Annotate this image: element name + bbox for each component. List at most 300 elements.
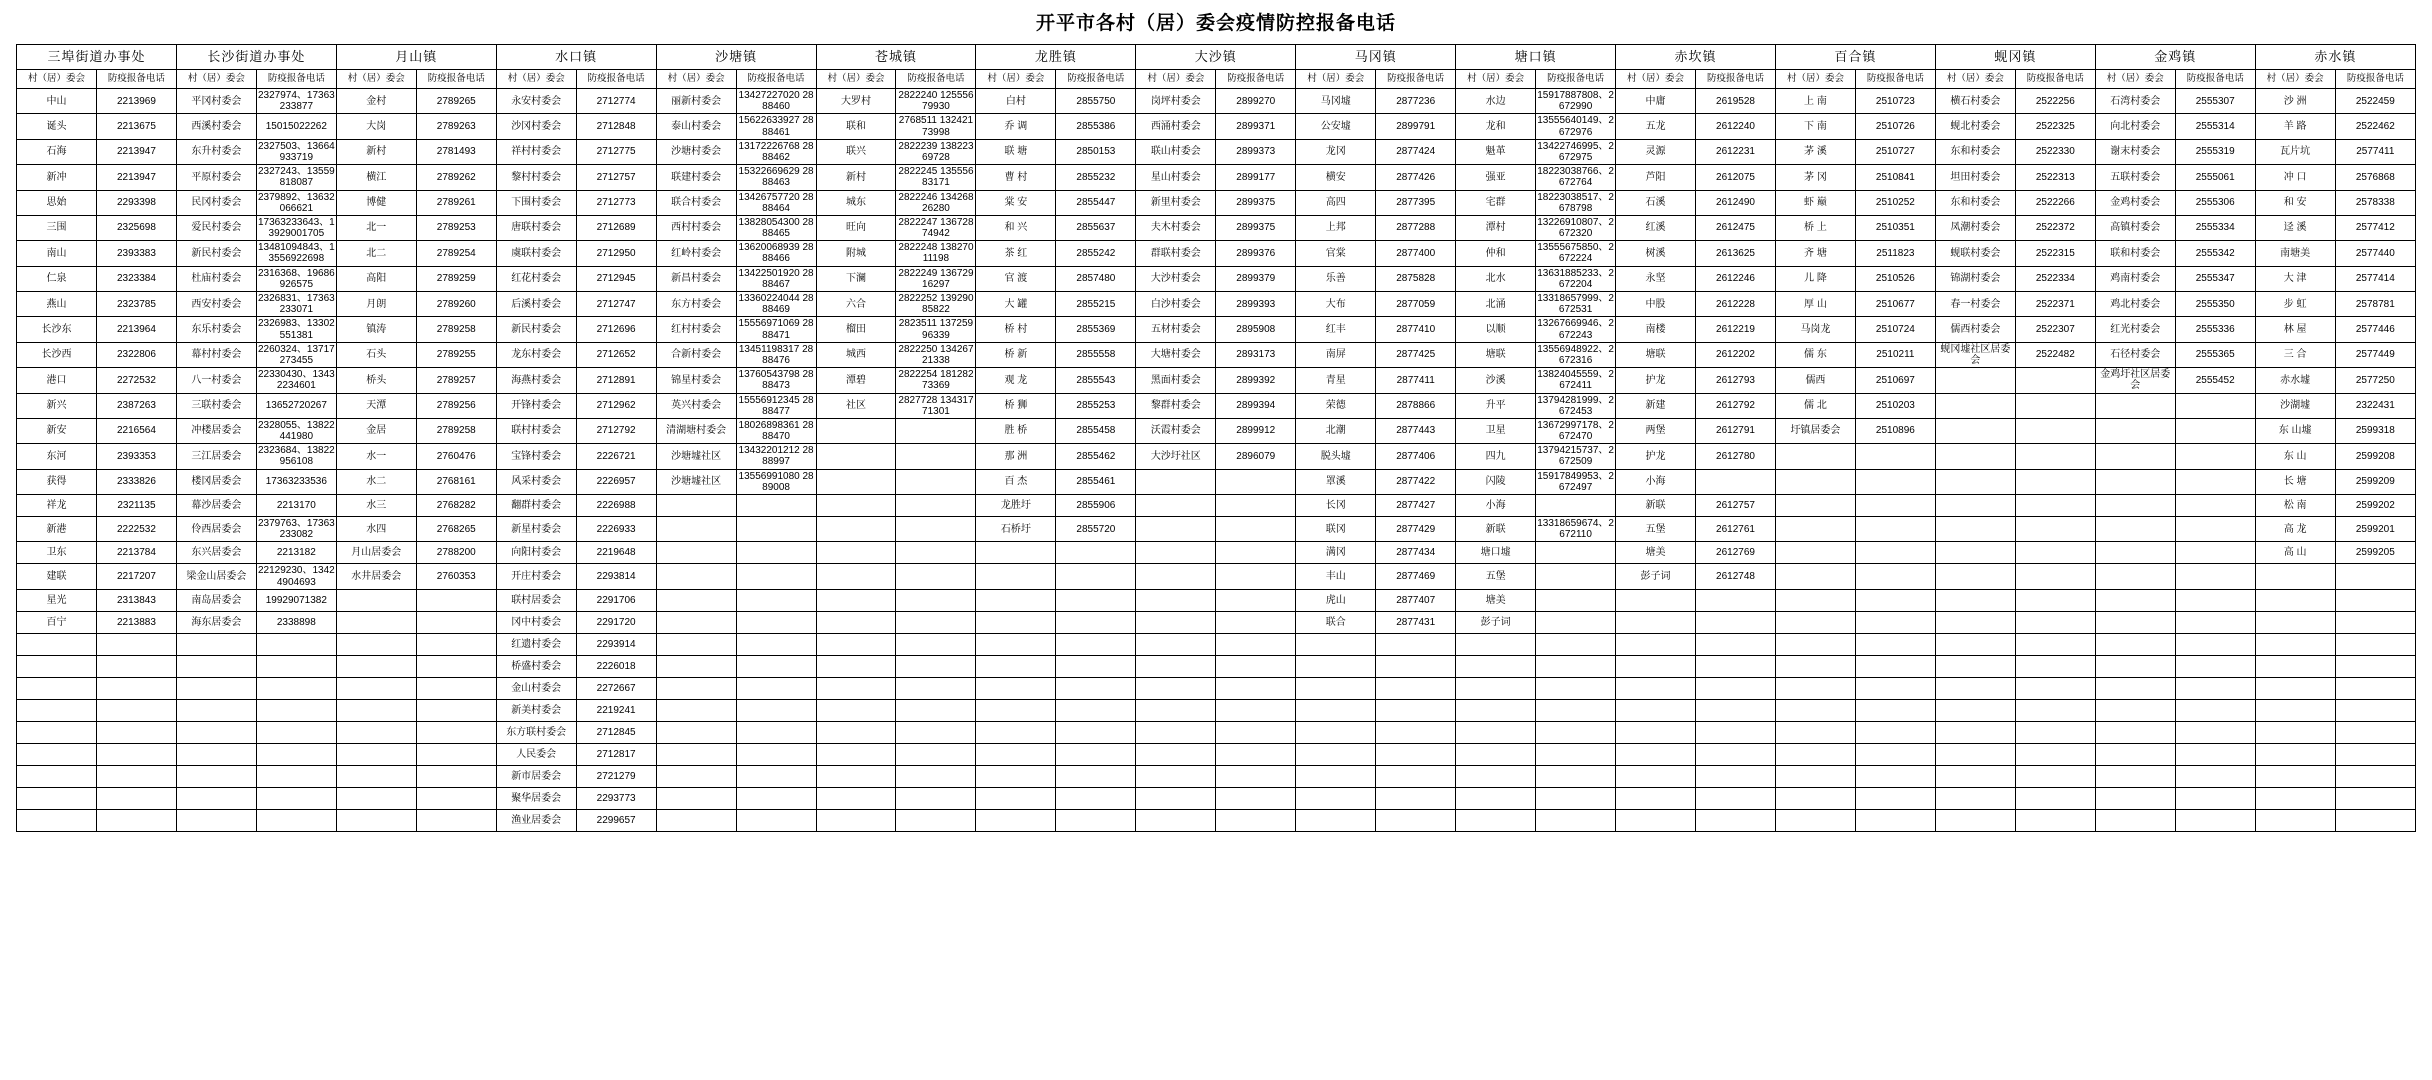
cell-phone: 2576868 <box>2335 165 2415 190</box>
cell-phone: 13427227020 2888460 <box>736 89 816 114</box>
cell-name: 五堡 <box>1616 517 1696 542</box>
cell-empty <box>2175 787 2255 809</box>
cell-empty <box>1456 743 1536 765</box>
cell-empty <box>2015 589 2095 611</box>
cell-name: 龙东村委会 <box>496 342 576 367</box>
cell-name: 公安墟 <box>1296 114 1376 139</box>
cell-phone: 2878866 <box>1376 393 1456 418</box>
cell-phone: 2522371 <box>2015 292 2095 317</box>
cell-name: 和 安 <box>2255 190 2335 215</box>
cell-phone: 2555365 <box>2175 342 2255 367</box>
cell-empty <box>1056 677 1136 699</box>
cell-empty <box>416 589 496 611</box>
cell-phone: 2877443 <box>1376 418 1456 443</box>
cell-empty <box>1216 633 1296 655</box>
cell-phone: 2222532 <box>96 517 176 542</box>
cell-empty <box>816 517 896 542</box>
cell-name: 大塘村委会 <box>1136 342 1216 367</box>
cell-name: 联 塘 <box>976 139 1056 164</box>
cell-empty <box>416 677 496 699</box>
cell-phone: 2875828 <box>1376 266 1456 291</box>
cell-phone: 2510252 <box>1855 190 1935 215</box>
cell-name: 石头 <box>336 342 416 367</box>
cell-empty <box>1216 677 1296 699</box>
cell-name: 瓦片坑 <box>2255 139 2335 164</box>
cell-phone: 2510724 <box>1855 317 1935 342</box>
cell-phone: 2599201 <box>2335 517 2415 542</box>
cell-name: 金居 <box>336 418 416 443</box>
cell-empty <box>1376 721 1456 743</box>
col-header-phone-3: 防疫报备电话 <box>576 70 656 89</box>
cell-name: 沙塘村委会 <box>656 139 736 164</box>
cell-empty <box>896 699 976 721</box>
cell-phone: 2555336 <box>2175 317 2255 342</box>
cell-empty <box>1296 765 1376 787</box>
cell-empty <box>896 469 976 494</box>
cell-empty <box>256 655 336 677</box>
cell-empty <box>1136 517 1216 542</box>
cell-phone: 2322806 <box>96 342 176 367</box>
cell-empty <box>976 542 1056 564</box>
cell-name: 宅群 <box>1456 190 1536 215</box>
cell-name: 风采村委会 <box>496 469 576 494</box>
cell-name: 新市居委会 <box>496 765 576 787</box>
cell-phone: 2612791 <box>1696 418 1776 443</box>
cell-empty <box>1376 809 1456 831</box>
cell-phone: 2899177 <box>1216 165 1296 190</box>
cell-phone: 2789257 <box>416 368 496 393</box>
cell-name: 儿 降 <box>1775 266 1855 291</box>
cell-empty <box>2095 495 2175 517</box>
cell-empty <box>1696 699 1776 721</box>
cell-name: 联冈 <box>1296 517 1376 542</box>
cell-empty <box>896 787 976 809</box>
cell-empty <box>2015 655 2095 677</box>
cell-name: 诞头 <box>17 114 97 139</box>
cell-name: 罩溪 <box>1296 469 1376 494</box>
cell-name: 爱民村委会 <box>176 215 256 240</box>
cell-empty <box>2175 721 2255 743</box>
cell-name: 林 屋 <box>2255 317 2335 342</box>
cell-empty <box>1775 542 1855 564</box>
cell-phone: 2822247 13672874942 <box>896 215 976 240</box>
cell-empty <box>96 699 176 721</box>
cell-empty <box>256 633 336 655</box>
cell-phone: 2323785 <box>96 292 176 317</box>
cell-empty <box>2175 809 2255 831</box>
cell-empty <box>976 611 1056 633</box>
cell-name: 儒西村委会 <box>1935 317 2015 342</box>
cell-empty <box>2095 809 2175 831</box>
cell-empty <box>2015 444 2095 469</box>
cell-name: 儒 北 <box>1775 393 1855 418</box>
cell-name: 联和村委会 <box>2095 241 2175 266</box>
cell-phone: 2612792 <box>1696 393 1776 418</box>
cell-empty <box>336 633 416 655</box>
cell-empty <box>1536 655 1616 677</box>
col-header-name-5: 村（居）委会 <box>816 70 896 89</box>
cell-empty <box>1216 589 1296 611</box>
cell-empty <box>896 611 976 633</box>
col-header-name-9: 村（居）委会 <box>1456 70 1536 89</box>
cell-empty <box>656 542 736 564</box>
cell-name: 乐善 <box>1296 266 1376 291</box>
cell-name: 青星 <box>1296 368 1376 393</box>
col-header-name-3: 村（居）委会 <box>496 70 576 89</box>
cell-phone: 2522313 <box>2015 165 2095 190</box>
cell-empty <box>816 633 896 655</box>
cell-phone: 2877400 <box>1376 241 1456 266</box>
cell-phone: 15556912345 2888477 <box>736 393 816 418</box>
cell-empty <box>416 765 496 787</box>
cell-phone: 2712817 <box>576 743 656 765</box>
table-row <box>17 611 2416 633</box>
cell-name: 茶 红 <box>976 241 1056 266</box>
cell-empty <box>896 542 976 564</box>
cell-empty <box>1855 633 1935 655</box>
cell-name: 红花村委会 <box>496 266 576 291</box>
cell-phone: 2612231 <box>1696 139 1776 164</box>
cell-empty <box>2255 699 2335 721</box>
group-header-12: 蚬冈镇 <box>1935 45 2095 70</box>
cell-name: 虞联村委会 <box>496 241 576 266</box>
cell-name: 下围村委会 <box>496 190 576 215</box>
cell-name: 唐联村委会 <box>496 215 576 240</box>
cell-name: 上邦 <box>1296 215 1376 240</box>
cell-name: 闪陵 <box>1456 469 1536 494</box>
table-row <box>17 165 2416 190</box>
table-row <box>17 765 2416 787</box>
cell-name: 长沙西 <box>17 342 97 367</box>
cell-name: 联山村委会 <box>1136 139 1216 164</box>
cell-phone: 2899393 <box>1216 292 1296 317</box>
cell-phone: 2577250 <box>2335 368 2415 393</box>
cell-name: 丰山 <box>1296 564 1376 589</box>
cell-phone: 2326831、17363233071 <box>257 293 335 316</box>
cell-name: 红光村委会 <box>2095 317 2175 342</box>
table-row <box>17 721 2416 743</box>
cell-name: 开锋村委会 <box>496 393 576 418</box>
cell-name: 思始 <box>17 190 97 215</box>
col-header-phone-0: 防疫报备电话 <box>96 70 176 89</box>
cell-name: 新安 <box>17 418 97 443</box>
cell-empty <box>416 787 496 809</box>
cell-phone: 15917849953、2672497 <box>1537 470 1614 493</box>
cell-phone: 2291706 <box>576 589 656 611</box>
cell-name: 永坚 <box>1616 266 1696 291</box>
cell-phone: 2226957 <box>576 469 656 494</box>
cell-empty <box>1935 743 2015 765</box>
cell-name: 南屏 <box>1296 342 1376 367</box>
group-header-13: 金鸡镇 <box>2095 45 2255 70</box>
cell-name: 水一 <box>336 444 416 469</box>
cell-phone: 13481094843、13556922698 <box>257 242 335 265</box>
cell-phone: 2599205 <box>2335 542 2415 564</box>
cell-name: 平冈村委会 <box>176 89 256 114</box>
cell-phone: 2612228 <box>1696 292 1776 317</box>
cell-name: 城东 <box>816 190 896 215</box>
cell-name: 民冈村委会 <box>176 190 256 215</box>
cell-name: 锦湖村委会 <box>1935 266 2015 291</box>
cell-phone: 2291720 <box>576 611 656 633</box>
col-header-phone-10: 防疫报备电话 <box>1696 70 1776 89</box>
cell-empty <box>1296 787 1376 809</box>
cell-name: 红遗村委会 <box>496 633 576 655</box>
cell-empty <box>1935 589 2015 611</box>
cell-phone: 2522266 <box>2015 190 2095 215</box>
cell-phone: 2213947 <box>96 165 176 190</box>
cell-phone: 13794215737、2672509 <box>1537 445 1614 468</box>
cell-phone: 19929071382 <box>256 589 336 611</box>
col-header-name-0: 村（居）委会 <box>17 70 97 89</box>
cell-empty <box>2175 699 2255 721</box>
cell-phone: 2328055、13822441980 <box>257 419 335 443</box>
cell-name: 两堡 <box>1616 418 1696 443</box>
cell-name: 杜庙村委会 <box>176 266 256 291</box>
cell-phone: 2555342 <box>2175 241 2255 266</box>
cell-empty <box>256 765 336 787</box>
cell-empty <box>1935 655 2015 677</box>
cell-phone: 2599209 <box>2335 469 2415 494</box>
cell-empty <box>416 655 496 677</box>
cell-name: 茅 溪 <box>1775 139 1855 164</box>
cell-empty <box>17 787 97 809</box>
cell-empty <box>1775 655 1855 677</box>
cell-name: 丽新村委会 <box>656 89 736 114</box>
cell-name: 上 南 <box>1775 89 1855 114</box>
col-header-phone-11: 防疫报备电话 <box>1855 70 1935 89</box>
cell-empty <box>1456 633 1536 655</box>
cell-empty <box>336 699 416 721</box>
cell-empty <box>2175 517 2255 542</box>
cell-empty <box>1456 655 1536 677</box>
cell-empty <box>896 564 976 589</box>
cell-empty <box>1696 677 1776 699</box>
cell-empty <box>1775 564 1855 589</box>
cell-name: 三 合 <box>2255 342 2335 367</box>
cell-phone: 2510723 <box>1855 89 1935 114</box>
cell-phone: 2822248 13827011198 <box>896 241 976 266</box>
cell-phone: 2712774 <box>576 89 656 114</box>
cell-phone: 22330430、13432234601 <box>257 369 335 392</box>
cell-empty <box>1616 721 1696 743</box>
cell-phone: 2510677 <box>1855 292 1935 317</box>
cell-name: 北二 <box>336 241 416 266</box>
cell-phone: 2226721 <box>576 444 656 469</box>
cell-phone: 2213170 <box>256 495 336 517</box>
cell-empty <box>736 655 816 677</box>
cell-name: 联村村委会 <box>496 418 576 443</box>
cell-phone: 2599318 <box>2335 418 2415 443</box>
group-header-7: 大沙镇 <box>1136 45 1296 70</box>
cell-empty <box>2095 517 2175 542</box>
cell-empty <box>656 589 736 611</box>
cell-empty <box>2255 743 2335 765</box>
cell-empty <box>1136 611 1216 633</box>
cell-empty <box>976 787 1056 809</box>
table-row <box>17 190 2416 215</box>
cell-phone: 2789254 <box>416 241 496 266</box>
cell-name: 新港 <box>17 517 97 542</box>
cell-name: 新联 <box>1616 495 1696 517</box>
cell-empty <box>1616 655 1696 677</box>
cell-empty <box>1616 589 1696 611</box>
cell-phone: 2613625 <box>1696 241 1776 266</box>
cell-empty <box>256 677 336 699</box>
table-row <box>17 564 2416 589</box>
cell-phone: 2712962 <box>576 393 656 418</box>
cell-phone: 2712792 <box>576 418 656 443</box>
cell-name: 马冈墟 <box>1296 89 1376 114</box>
cell-phone: 13672997178、2672470 <box>1537 419 1614 443</box>
cell-empty <box>2095 611 2175 633</box>
cell-empty <box>816 542 896 564</box>
cell-name: 平原村委会 <box>176 165 256 190</box>
cell-phone: 2226933 <box>576 517 656 542</box>
phone-directory-table <box>16 44 2416 832</box>
cell-phone: 2712945 <box>576 266 656 291</box>
cell-empty <box>1216 809 1296 831</box>
cell-phone: 2899379 <box>1216 266 1296 291</box>
cell-empty <box>1696 743 1776 765</box>
table-row <box>17 743 2416 765</box>
cell-empty <box>656 787 736 809</box>
cell-phone: 2712950 <box>576 241 656 266</box>
cell-name: 白沙村委会 <box>1136 292 1216 317</box>
cell-phone: 2555334 <box>2175 215 2255 240</box>
cell-empty <box>816 564 896 589</box>
cell-phone: 15322669629 2888463 <box>736 165 816 190</box>
cell-empty <box>816 677 896 699</box>
cell-phone: 2612748 <box>1696 564 1776 589</box>
group-header-4: 沙塘镇 <box>656 45 816 70</box>
page-title: 开平市各村（居）委会疫情防控报备电话 <box>1035 13 1396 34</box>
cell-name: 东乐村委会 <box>176 317 256 342</box>
cell-empty <box>1935 633 2015 655</box>
cell-phone: 2877434 <box>1376 542 1456 564</box>
col-header-phone-7: 防疫报备电话 <box>1216 70 1296 89</box>
cell-empty <box>336 611 416 633</box>
cell-name: 北一 <box>336 215 416 240</box>
cell-name: 龙冈 <box>1296 139 1376 164</box>
cell-empty <box>1536 721 1616 743</box>
col-header-name-12: 村（居）委会 <box>1935 70 2015 89</box>
cell-name: 水井居委会 <box>336 564 416 589</box>
cell-empty <box>1136 542 1216 564</box>
cell-empty <box>1935 517 2015 542</box>
cell-name: 官 渡 <box>976 266 1056 291</box>
cell-empty <box>1056 787 1136 809</box>
table-row <box>17 266 2416 291</box>
cell-empty <box>416 721 496 743</box>
cell-empty <box>1855 655 1935 677</box>
cell-phone: 13318657999、2672531 <box>1537 293 1614 316</box>
cell-empty <box>1935 542 2015 564</box>
table-row <box>17 542 2416 564</box>
cell-empty <box>1935 611 2015 633</box>
cell-name: 三江居委会 <box>176 444 256 469</box>
col-header-phone-6: 防疫报备电话 <box>1056 70 1136 89</box>
cell-name: 南岛居委会 <box>176 589 256 611</box>
cell-empty <box>736 611 816 633</box>
cell-empty <box>17 721 97 743</box>
cell-phone: 2293814 <box>576 564 656 589</box>
cell-name: 中庸 <box>1616 89 1696 114</box>
cell-phone: 2213784 <box>96 542 176 564</box>
cell-name: 新村 <box>816 165 896 190</box>
cell-name: 坦田村委会 <box>1935 165 2015 190</box>
cell-name: 宝锋村委会 <box>496 444 576 469</box>
cell-empty <box>2335 721 2415 743</box>
cell-empty <box>896 765 976 787</box>
cell-name: 海东居委会 <box>176 611 256 633</box>
table-row <box>17 114 2416 139</box>
cell-phone: 2768265 <box>416 517 496 542</box>
cell-name: 新里村委会 <box>1136 190 1216 215</box>
cell-empty <box>1216 517 1296 542</box>
cell-empty <box>1616 809 1696 831</box>
cell-name: 桥 村 <box>976 317 1056 342</box>
cell-name: 红村村委会 <box>656 317 736 342</box>
cell-name: 沙 洲 <box>2255 89 2335 114</box>
cell-phone: 2260324、13717273455 <box>257 343 335 366</box>
cell-empty <box>656 809 736 831</box>
cell-empty <box>736 495 816 517</box>
cell-empty <box>2015 809 2095 831</box>
cell-empty <box>1536 699 1616 721</box>
cell-name: 新兴 <box>17 393 97 418</box>
cell-empty <box>1456 699 1536 721</box>
cell-phone: 2768511 13242173998 <box>896 114 976 139</box>
cell-empty <box>2175 743 2255 765</box>
cell-phone: 2855215 <box>1056 292 1136 317</box>
cell-empty <box>2175 393 2255 418</box>
cell-empty <box>736 787 816 809</box>
cell-empty <box>656 495 736 517</box>
cell-empty <box>1216 699 1296 721</box>
cell-empty <box>656 677 736 699</box>
cell-phone: 2855242 <box>1056 241 1136 266</box>
cell-name: 人民委会 <box>496 743 576 765</box>
cell-empty <box>1775 699 1855 721</box>
cell-name: 胜 桥 <box>976 418 1056 443</box>
cell-name: 桥 狮 <box>976 393 1056 418</box>
cell-empty <box>896 655 976 677</box>
cell-phone: 2712773 <box>576 190 656 215</box>
cell-name: 曹 村 <box>976 165 1056 190</box>
cell-empty <box>2015 393 2095 418</box>
cell-phone: 2577412 <box>2335 215 2415 240</box>
cell-name: 凤潮村委会 <box>1935 215 2015 240</box>
cell-phone: 2822246 13426826280 <box>896 190 976 215</box>
cell-name: 东 山墟 <box>2255 418 2335 443</box>
cell-phone: 2712775 <box>576 139 656 164</box>
cell-empty <box>1616 787 1696 809</box>
cell-empty <box>2095 743 2175 765</box>
cell-name: 东升村委会 <box>176 139 256 164</box>
cell-name: 儒 东 <box>1775 342 1855 367</box>
table-row <box>17 655 2416 677</box>
table-row <box>17 787 2416 809</box>
cell-phone: 2789259 <box>416 266 496 291</box>
cell-empty <box>1775 517 1855 542</box>
cell-phone: 2510211 <box>1855 342 1935 367</box>
cell-phone: 2855558 <box>1056 342 1136 367</box>
cell-phone: 2555350 <box>2175 292 2255 317</box>
cell-phone: 2612761 <box>1696 517 1776 542</box>
cell-phone: 2721279 <box>576 765 656 787</box>
cell-name: 小海 <box>1456 495 1536 517</box>
